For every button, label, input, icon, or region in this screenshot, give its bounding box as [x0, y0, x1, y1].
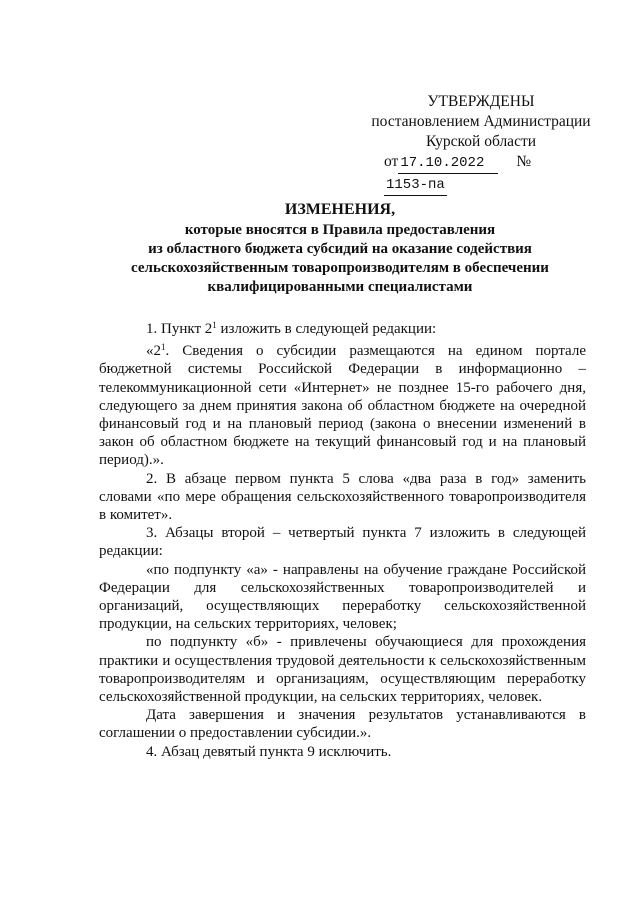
approval-line-1: постановлением Администрации: [371, 113, 591, 130]
paragraph-2: [99, 338, 586, 469]
paragraph-2-start: «2: [146, 343, 161, 360]
number-prefix: №: [516, 153, 532, 170]
paragraph-4: 3. Абзацы второй – четвертый пункта 7 изложить в следующей редакции:: [99, 525, 586, 560]
document-body: [99, 316, 586, 761]
title-line-4: квалифицированными специалистами: [207, 279, 473, 295]
approval-heading: УТВЕРЖДЕНЫ: [427, 93, 535, 110]
approval-line-2: Курской области: [425, 133, 537, 150]
paragraph-1-sup: 1: [212, 320, 217, 330]
paragraph-8: 4. Абзац девятый пункта 9 исключить.: [146, 743, 392, 760]
date-prefix: от: [384, 153, 399, 170]
approval-block: [366, 92, 596, 196]
paragraph-3: 2. В абзаце первом пункта 5 слова «два раза в год» заменить словами «по мере обращения сельскохозяйственного товаропроизводителя в комитет».: [99, 470, 586, 524]
paragraph-1-text: 1. Пункт 2: [146, 321, 213, 337]
paragraph-1: [99, 316, 586, 338]
approval-date-line: [366, 152, 596, 196]
paragraph-2-text: . Сведения о субсидии размещаются на едином портале бюджетной системы Российской Федерации в информационно – телекоммуникационной сети «Интернет» не позднее 15-го рабочего дня, следующего за днем принятия закона об областном бюджете на очередной финансовый год и на плановый период (закона о внесении изменений в закон об областном бюджете на текущий финансовый год и на плановый период).».: [99, 343, 586, 469]
paragraph-2-sup: 1: [161, 342, 166, 353]
title-line-1: которые вносятся в Правила предоставления: [184, 222, 496, 238]
document-title: [100, 200, 580, 297]
approval-date: 17.10.2022: [398, 153, 498, 174]
title-line-2: из областного бюджета субсидий на оказание содействия: [148, 241, 532, 257]
paragraph-1-tail: изложить в следующей редакции:: [216, 321, 437, 337]
paragraph-6: по подпункту «б» - привлечены обучающиеся для прохождения практики и осуществления трудовой деятельности к сельскохозяйственным товаропроизводителям и организациям, осуществляющим переработку сельскохозяйственной продукции, на сельских территориях, человек.: [99, 634, 586, 706]
paragraph-7: Дата завершения и значения результатов устанавливаются в соглашении о предоставлении субсидии.».: [99, 707, 586, 742]
title-line-3: сельскохозяйственным товаропроизводителям в обеспечении: [131, 260, 549, 276]
paragraph-5: «по подпункту «а» - направлены на обучение граждане Российской Федерации для сельскохозяйственных товаропроизводителей и организаций, осуществляющих переработку сельскохозяйственной продукции, на сельских территориях, человек;: [99, 561, 586, 633]
approval-number: 1153-па: [384, 175, 447, 196]
title-main: ИЗМЕНЕНИЯ,: [284, 201, 396, 218]
